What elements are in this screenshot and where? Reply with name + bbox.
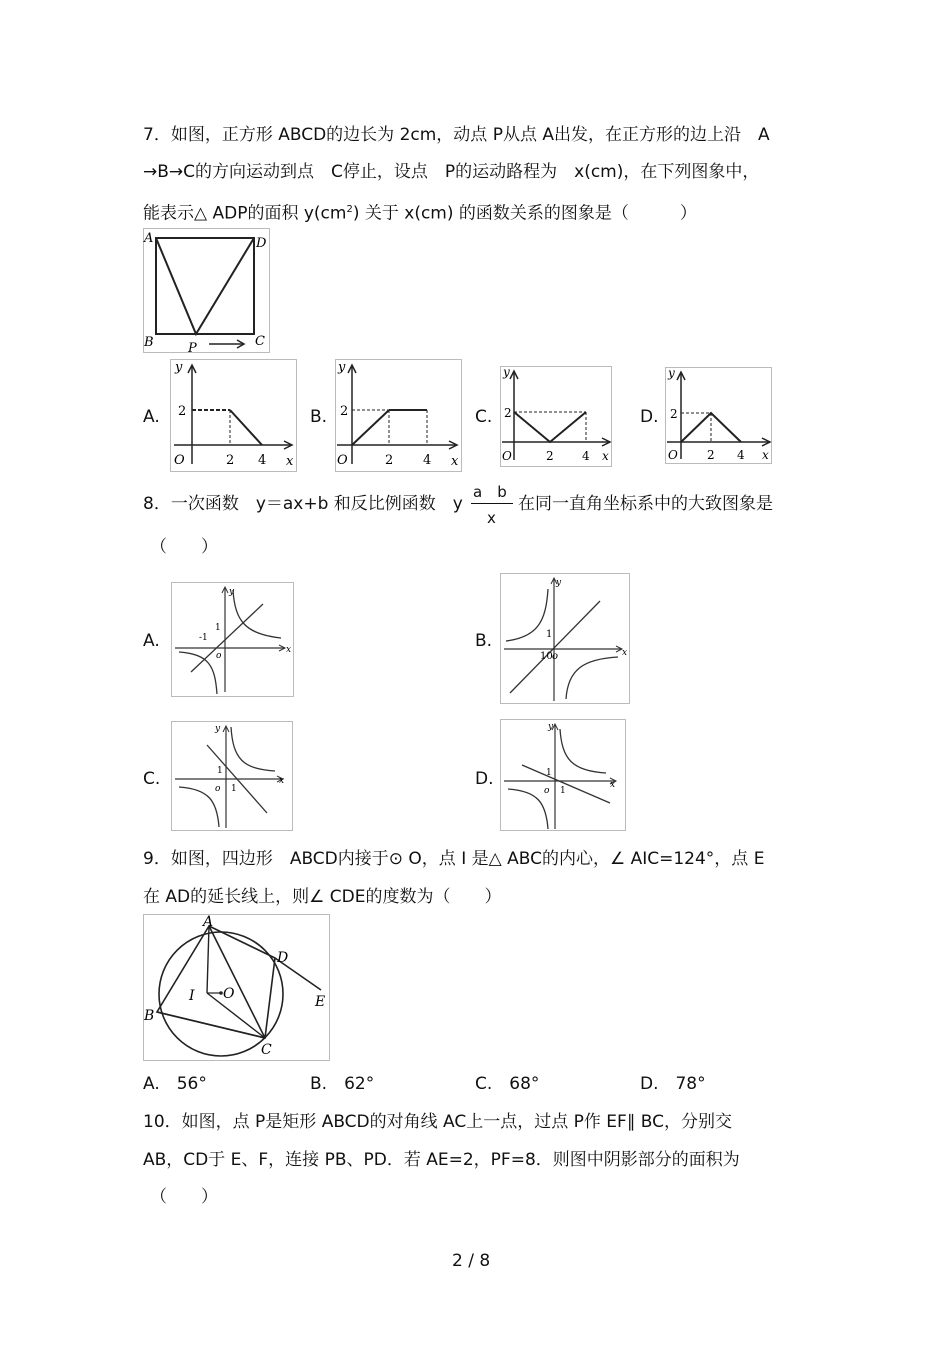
label-a: A bbox=[203, 914, 214, 930]
tick-2: 2 bbox=[504, 406, 512, 420]
tick-2: 2 bbox=[670, 407, 678, 421]
axis-x: x bbox=[286, 454, 294, 469]
q8-graph-c bbox=[171, 721, 294, 832]
q9-choice-b: B. 62° bbox=[310, 1074, 375, 1094]
label-e: E bbox=[315, 994, 326, 1010]
q9-line-1: 9．如图，四边形 ABCD内接于⊙ O，点 I 是△ ABC的内心，∠ AIC=124°，点 E bbox=[143, 849, 765, 869]
q7-graph-b bbox=[335, 359, 463, 473]
q9-choice-d: D. 78° bbox=[640, 1074, 706, 1094]
tick-1b: 1 bbox=[231, 784, 237, 794]
origin: O bbox=[174, 453, 185, 468]
q8-fraction-numerator: a b bbox=[473, 483, 507, 501]
q7-line-1: 7．如图，正方形 ABCD的边长为 2cm，动点 P从点 A出发，在正方形的边上沿 A bbox=[143, 125, 770, 145]
q7-graph-d bbox=[665, 367, 773, 465]
tick-h2: 2 bbox=[385, 453, 394, 468]
axis-y: y bbox=[215, 724, 221, 734]
q8-fraction-bar bbox=[471, 503, 513, 504]
q7-option-a: A. bbox=[143, 407, 160, 427]
label-i: I bbox=[189, 988, 195, 1004]
label-b: B bbox=[144, 335, 154, 350]
q8-line-1b: 在同一直角坐标系中的大致图象是 bbox=[518, 494, 773, 514]
q10-line-2: AB，CD于 E、F，连接 PB、PD．若 AE=2，PF=8．则图中阴影部分的面积为 bbox=[143, 1150, 740, 1170]
origin: o bbox=[544, 786, 550, 796]
axis-x: x bbox=[286, 645, 292, 655]
origin: O bbox=[337, 453, 348, 468]
axis-x: x bbox=[762, 448, 769, 462]
q8-option-c: C. bbox=[143, 769, 161, 789]
origin: O bbox=[668, 448, 678, 462]
label-d: D bbox=[277, 950, 289, 966]
q7-option-b: B. bbox=[310, 407, 328, 427]
origin: o bbox=[552, 651, 559, 662]
q9-choice-c: C. 68° bbox=[475, 1074, 540, 1094]
tick-neg1: -1 bbox=[199, 633, 208, 643]
axis-x: x bbox=[610, 780, 616, 790]
label-d: D bbox=[256, 236, 267, 251]
q7-square-figure bbox=[143, 228, 273, 354]
label-c: C bbox=[255, 334, 265, 349]
label-a: A bbox=[144, 231, 154, 246]
tick-h4: 4 bbox=[737, 448, 745, 462]
axis-y: y bbox=[229, 587, 235, 597]
axis-x: x bbox=[279, 776, 285, 786]
q8-line-1a: 8．一次函数 y＝ax+b 和反比例函数 y bbox=[143, 494, 463, 514]
tick-h4: 4 bbox=[423, 453, 432, 468]
label-b: B bbox=[144, 1008, 155, 1024]
q7-graph-a bbox=[170, 359, 298, 473]
q8-option-a: A. bbox=[143, 631, 160, 651]
axis-y: y bbox=[548, 722, 554, 732]
q8-fraction-denominator: x bbox=[487, 509, 496, 527]
origin: o bbox=[216, 651, 222, 661]
q7-line-3: 能表示△ ADP的面积 $y(cm^2)$ 关于 x(cm) 的函数关系的图象是（ ） bbox=[143, 203, 697, 224]
q8-line-2: （ ） bbox=[150, 537, 218, 557]
q8-graph-a bbox=[171, 582, 295, 698]
axis-y: y bbox=[503, 366, 510, 379]
q9-choice-a: A. 56° bbox=[143, 1074, 207, 1094]
q9-circle-figure bbox=[143, 914, 331, 1062]
tick-10: 10 bbox=[540, 651, 553, 662]
label-c: C bbox=[261, 1042, 272, 1058]
tick-1b: 1 bbox=[560, 786, 566, 796]
tick-2: 2 bbox=[178, 404, 187, 419]
tick-h2: 2 bbox=[226, 453, 235, 468]
axis-y: y bbox=[338, 360, 346, 375]
q8-graph-b bbox=[500, 573, 631, 705]
axis-y: y bbox=[668, 367, 675, 380]
q7-line-2: →B→C的方向运动到点 C停止，设点 P的运动路程为 x(cm)，在下列图象中， bbox=[143, 162, 760, 182]
tick-1: 1 bbox=[546, 629, 553, 640]
q7-graph-c bbox=[500, 366, 613, 468]
tick-h2: 2 bbox=[707, 448, 715, 462]
q7-option-c: C. bbox=[475, 407, 493, 427]
tick-h4: 4 bbox=[582, 449, 590, 463]
axis-x: x bbox=[602, 449, 609, 463]
origin: O bbox=[502, 449, 512, 463]
tick-1: 1 bbox=[215, 623, 221, 633]
label-o: O bbox=[223, 986, 235, 1002]
page-number: 2 / 8 bbox=[452, 1251, 491, 1271]
tick-h2: 2 bbox=[546, 449, 554, 463]
q10-line-1: 10．如图，点 P是矩形 ABCD的对角线 AC上一点，过点 P作 EF∥ BC，分别交 bbox=[143, 1112, 732, 1132]
tick-h4: 4 bbox=[258, 453, 267, 468]
q8-option-b: B. bbox=[475, 631, 493, 651]
q10-line-3: （ ） bbox=[150, 1187, 218, 1207]
tick-2: 2 bbox=[340, 404, 349, 419]
label-p: P bbox=[188, 341, 197, 354]
axis-y: y bbox=[175, 360, 183, 375]
q7-option-d: D. bbox=[640, 407, 659, 427]
axis-x: x bbox=[451, 454, 459, 469]
tick-1: 1 bbox=[217, 766, 223, 776]
q9-line-2: 在 AD的延长线上，则∠ CDE的度数为（ ） bbox=[143, 887, 502, 907]
axis-y: y bbox=[556, 578, 562, 588]
tick-1: 1 bbox=[546, 768, 552, 778]
q8-option-d: D. bbox=[475, 769, 494, 789]
axis-x: x bbox=[622, 648, 628, 658]
q8-graph-d bbox=[500, 719, 627, 832]
origin: o bbox=[215, 784, 221, 794]
